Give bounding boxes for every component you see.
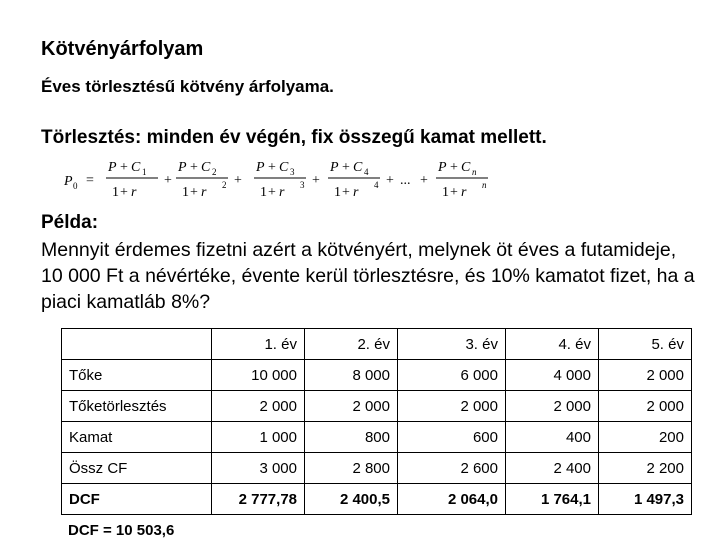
formula-exponent: 2 — [222, 180, 227, 190]
formula-denominator-plus: + — [120, 185, 128, 200]
table-cell: 8 000 — [305, 360, 398, 391]
table-header-cell: 3. év — [398, 329, 506, 360]
table-row — [62, 484, 692, 515]
formula-eq: = — [86, 173, 94, 188]
formula-denominator-r: r — [461, 185, 467, 200]
formula-numerator-plus: + — [190, 160, 198, 175]
formula-svg — [58, 150, 518, 212]
formula-numerator-p: P — [256, 160, 265, 175]
formula-numerator-sub: n — [472, 167, 477, 177]
formula-numerator-plus: + — [450, 160, 458, 175]
table-cell: 2 400,5 — [305, 484, 398, 515]
table-cell: 2 000 — [599, 391, 692, 422]
formula-denominator-plus: + — [450, 185, 458, 200]
table-cell: 2 200 — [599, 453, 692, 484]
table-cell: 2 777,78 — [212, 484, 305, 515]
table-cell: 2 000 — [599, 360, 692, 391]
slide-subtitle: Éves törlesztésű kötvény árfolyama. — [41, 77, 334, 96]
formula-denominator-r: r — [201, 185, 207, 200]
table-cell: 2 064,0 — [398, 484, 506, 515]
formula-denominator-r: r — [131, 185, 137, 200]
formula-numerator-sub: 2 — [212, 167, 217, 177]
formula-plus: + — [386, 173, 394, 188]
table-row — [62, 391, 692, 422]
formula-denominator-plus: + — [190, 185, 198, 200]
table-cell: 200 — [599, 422, 692, 453]
table-cell: 2 600 — [398, 453, 506, 484]
row-label: Tőketörlesztés — [62, 391, 212, 422]
example-text: Mennyit érdemes fizetni azért a kötvényért, melynek öt éves a futamideje, 10 000 Ft a névértéke, évente kerül törlesztésre, és 10% kamatot fizet, ha a piaci kamatláb 8%? — [41, 239, 695, 313]
table-header-cell: 4. év — [506, 329, 599, 360]
table-cell: 1 764,1 — [506, 484, 599, 515]
cash-flow-table — [61, 328, 692, 515]
formula-denominator-r: r — [279, 185, 285, 200]
formula-numerator-sub: 3 — [290, 167, 295, 177]
formula-denominator-one: 1 — [442, 185, 449, 200]
formula-plus: + — [420, 173, 428, 188]
formula-lhs-sub: 0 — [73, 181, 78, 191]
formula-denominator-one: 1 — [260, 185, 267, 200]
table-cell: 1 497,3 — [599, 484, 692, 515]
formula-numerator-p: P — [438, 160, 447, 175]
formula-exponent: n — [482, 180, 487, 190]
table-cell: 10 000 — [212, 360, 305, 391]
formula-numerator-p: P — [178, 160, 187, 175]
formula-numerator-sub: 1 — [142, 167, 147, 177]
formula-denominator-plus: + — [342, 185, 350, 200]
formula-lhs: P — [64, 174, 73, 189]
formula-numerator-c: C — [461, 160, 471, 175]
formula-numerator-c: C — [201, 160, 211, 175]
row-label: Kamat — [62, 422, 212, 453]
table-cell: 3 000 — [212, 453, 305, 484]
section-heading: Törlesztés: minden év végén, fix összegű kamat mellett. — [41, 127, 547, 148]
formula-numerator-p: P — [330, 160, 339, 175]
formula-denominator-one: 1 — [112, 185, 119, 200]
formula-plus: + — [164, 173, 172, 188]
formula-numerator-c: C — [353, 160, 363, 175]
table-cell: 400 — [506, 422, 599, 453]
formula-ellipsis: ... — [400, 173, 411, 188]
table-cell: 2 000 — [398, 391, 506, 422]
formula-numerator-p: P — [108, 160, 117, 175]
table-header-cell: 2. év — [305, 329, 398, 360]
formula-denominator-one: 1 — [334, 185, 341, 200]
formula-numerator-plus: + — [342, 160, 350, 175]
row-label: Tőke — [62, 360, 212, 391]
table-row — [62, 453, 692, 484]
formula-numerator-plus: + — [120, 160, 128, 175]
table-row — [62, 360, 692, 391]
formula-exponent: 4 — [374, 180, 379, 190]
row-label: Össz CF — [62, 453, 212, 484]
table-cell: 6 000 — [398, 360, 506, 391]
formula-numerator-c: C — [279, 160, 289, 175]
table-cell: 1 000 — [212, 422, 305, 453]
slide-title: Kötvényárfolyam — [41, 38, 204, 60]
formula-plus: + — [312, 173, 320, 188]
example-label: Példa: — [41, 212, 99, 233]
table-header-row — [62, 329, 692, 360]
formula-numerator-c: C — [131, 160, 141, 175]
table-row — [62, 422, 692, 453]
table-cell: 4 000 — [506, 360, 599, 391]
table-cell: 2 000 — [305, 391, 398, 422]
row-label: DCF — [62, 484, 212, 515]
formula-numerator-plus: + — [268, 160, 276, 175]
formula-numerator-sub: 4 — [364, 167, 369, 177]
table-cell: 2 000 — [212, 391, 305, 422]
table-cell: 2 400 — [506, 453, 599, 484]
formula-exponent: 3 — [300, 180, 305, 190]
formula-denominator-plus: + — [268, 185, 276, 200]
table-header-cell: 5. év — [599, 329, 692, 360]
table-header-cell — [62, 329, 212, 360]
dcf-result: DCF = 10 503,6 — [68, 522, 175, 539]
formula-denominator-r: r — [353, 185, 359, 200]
table-cell: 800 — [305, 422, 398, 453]
table-cell: 2 000 — [506, 391, 599, 422]
table-cell: 2 800 — [305, 453, 398, 484]
table-cell: 600 — [398, 422, 506, 453]
table-header-cell: 1. év — [212, 329, 305, 360]
formula-denominator-one: 1 — [182, 185, 189, 200]
bond-price-formula — [58, 150, 518, 212]
formula-plus: + — [234, 173, 242, 188]
